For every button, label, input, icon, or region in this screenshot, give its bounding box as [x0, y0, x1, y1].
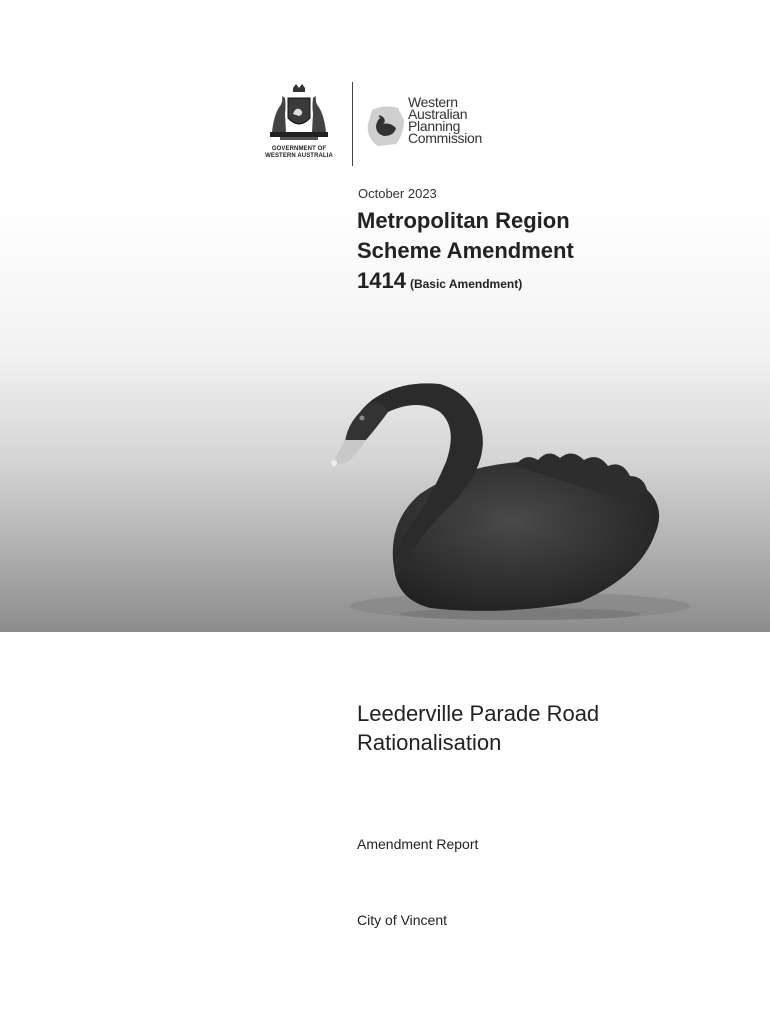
commission-line2: Australian: [408, 106, 468, 122]
proponent: City of Vincent: [357, 912, 448, 928]
publication-date: October 2023: [358, 186, 437, 201]
title-line2: Scheme Amendment: [357, 238, 574, 263]
commission-line1: Western: [408, 94, 458, 110]
subject-line2: Rationalisation: [357, 730, 502, 755]
document-title: [357, 206, 574, 299]
gov-text-line1: GOVERNMENT OF: [271, 146, 327, 152]
subject-line1: Leederville Parade Road: [357, 701, 600, 726]
commission-name: [408, 96, 482, 144]
amendment-number: 1414: [357, 268, 406, 293]
government-logo: [256, 84, 342, 166]
title-line3: [357, 266, 574, 299]
wa-map-swan-icon: [364, 104, 406, 148]
amendment-subject: [357, 699, 599, 757]
gov-text-line2: WESTERN AUSTRALIA: [265, 153, 333, 159]
government-logo-text: [256, 146, 342, 160]
commission-logo: [364, 96, 504, 156]
commission-line3: Planning: [408, 118, 461, 134]
commission-line4: Commission: [408, 130, 483, 146]
report-type: Amendment Report: [357, 836, 479, 852]
amendment-type: (Basic Amendment): [409, 277, 523, 291]
title-line1: Metropolitan Region: [357, 208, 570, 233]
coat-of-arms-icon: [266, 84, 332, 144]
logo-divider: [352, 82, 353, 166]
